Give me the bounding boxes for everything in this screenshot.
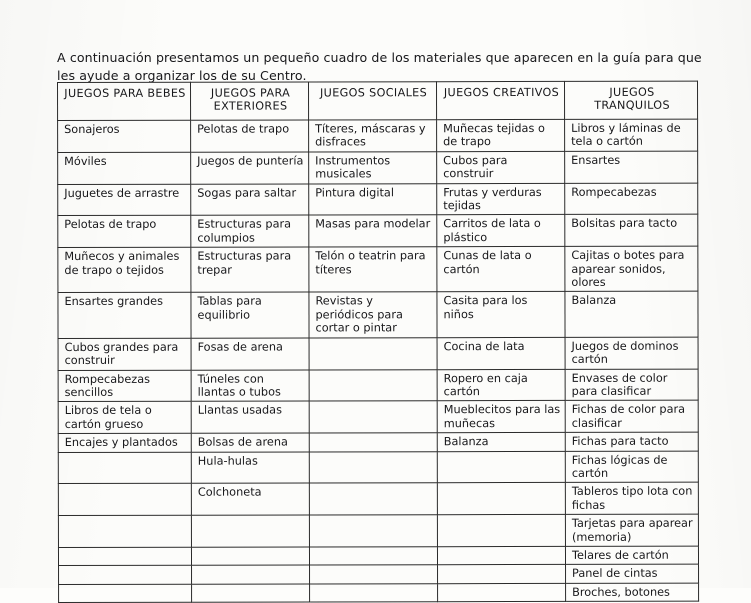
table-cell-empty	[438, 583, 566, 602]
table-cell: Ropero en caja cartón	[437, 369, 565, 401]
table-cell-empty	[309, 369, 437, 401]
table-body	[58, 119, 699, 603]
table-cell: Sogas para saltar	[191, 184, 309, 216]
table-cell-empty	[191, 547, 309, 566]
table-cell: Broches, botones	[566, 583, 699, 602]
table-cell-empty	[309, 401, 437, 433]
table-cell: Muñecos y animales de trapo o tejidos	[58, 247, 191, 292]
table-cell: Muñecas tejidas o de trapo	[437, 119, 565, 151]
table-row	[58, 337, 698, 370]
table-cell: Móviles	[58, 152, 191, 184]
table-cell: Juegos de puntería	[191, 152, 309, 184]
table-cell: Hula-hulas	[191, 452, 309, 484]
table-cell: Llantas usadas	[191, 401, 309, 433]
table-cell: Cunas de lata o cartón	[437, 247, 565, 292]
table-cell: Sonajeros	[58, 120, 191, 152]
column-header-exteriores: JUEGOS PARA EXTERIORES	[191, 82, 309, 120]
table-cell: Mueblecitos para las muñecas	[437, 401, 565, 433]
table-cell: Telares de cartón	[565, 546, 698, 565]
table-cell-empty	[309, 547, 437, 566]
table-cell-empty	[437, 546, 565, 565]
table-cell: Libros y láminas de tela o cartón	[565, 119, 698, 151]
table-cell: Estructuras para trepar	[191, 247, 309, 292]
table-cell: Casita para los niños	[437, 292, 565, 337]
column-header-creativos: JUEGOS CREATIVOS	[437, 81, 565, 119]
table-cell: Estructuras para columpios	[191, 215, 309, 247]
table-cell: Instrumentos musicales	[309, 152, 437, 184]
table-row	[58, 483, 698, 516]
table-cell-empty	[58, 452, 191, 484]
table-row	[58, 292, 698, 339]
column-header-sociales: JUEGOS SOCIALES	[309, 82, 437, 120]
table-cell: Tablas para equilibrio	[191, 292, 309, 337]
table-cell: Juegos de dominos cartón	[565, 337, 698, 369]
table-row	[58, 215, 698, 248]
table-cell: Tarjetas para aparear (memoria)	[565, 514, 698, 546]
table-cell-empty	[437, 451, 565, 483]
table-cell: Envases de color para clasificar	[565, 369, 698, 401]
table-cell: Frutas y verduras tejidas	[437, 183, 565, 215]
table-cell: Tableros tipo lota con fichas	[565, 483, 698, 515]
table-row	[58, 369, 698, 402]
table-cell: Juguetes de arrastre	[58, 184, 191, 216]
table-cell: Balanza	[437, 433, 565, 452]
table-cell: Ensartes	[565, 151, 698, 183]
table-row	[58, 451, 698, 484]
header-row	[58, 81, 698, 120]
table-cell-empty	[59, 566, 192, 585]
materials-table-container	[57, 81, 698, 603]
table-cell: Libros de tela o cartón grueso	[58, 402, 191, 434]
table-row	[58, 119, 698, 152]
table-cell-empty	[309, 337, 437, 369]
table-cell: Pelotas de trapo	[191, 120, 309, 152]
table-cell: Fichas para tacto	[565, 432, 698, 451]
table-row	[58, 151, 698, 184]
table-header	[58, 81, 698, 120]
table-cell-empty	[309, 515, 437, 547]
table-cell-empty	[310, 565, 438, 584]
column-header-tranquilos: JUEGOS TRANQUILOS	[564, 81, 697, 119]
table-row	[59, 565, 699, 585]
table-cell: Túneles con llantas o tubos	[191, 369, 309, 401]
table-cell-empty	[58, 547, 191, 566]
table-cell: Cocina de lata	[437, 337, 565, 369]
table-cell: Fosas de arena	[191, 338, 309, 370]
table-cell-empty	[192, 565, 310, 584]
table-cell: Colchoneta	[191, 483, 309, 515]
table-cell-empty	[191, 515, 309, 547]
table-cell-empty	[309, 451, 437, 483]
table-cell-empty	[437, 483, 565, 515]
table-cell: Bolsitas para tacto	[565, 215, 698, 247]
table-cell-empty	[437, 515, 565, 547]
table-cell-empty	[310, 583, 438, 602]
table-cell-empty	[58, 515, 191, 547]
table-cell: Balanza	[565, 292, 698, 337]
table-row	[58, 546, 698, 566]
intro-paragraph: A continuación presentamos un pequeño cuadro de los materiales que aparecen en la guía para que les ayude a organizar los de su Centro.	[57, 49, 702, 83]
table-cell: Fichas de color para clasificar	[565, 400, 698, 432]
table-row	[58, 246, 698, 293]
table-cell: Bolsas de arena	[191, 433, 309, 452]
materials-table	[57, 81, 699, 603]
table-cell: Títeres, máscaras y disfraces	[309, 120, 437, 152]
table-cell: Pintura digital	[309, 183, 437, 215]
table-cell: Rompecabezas sencillos	[58, 370, 191, 402]
table-row	[58, 432, 698, 452]
table-cell: Panel de cintas	[566, 565, 699, 584]
table-cell: Telón o teatrin para títeres	[309, 247, 437, 292]
table-cell: Revistas y periódicos para cortar o pintar	[309, 292, 437, 337]
table-cell: Masas para modelar	[309, 215, 437, 247]
column-header-bebes: JUEGOS PARA BEBES	[58, 82, 191, 120]
table-cell-empty	[59, 584, 192, 603]
table-cell-empty	[192, 584, 310, 603]
table-row	[58, 183, 698, 216]
table-cell-empty	[309, 433, 437, 452]
table-cell-empty	[438, 565, 566, 584]
table-cell: Cubos para construir	[437, 151, 565, 183]
table-cell: Carritos de lata o plástico	[437, 215, 565, 247]
table-cell-empty	[309, 483, 437, 515]
table-cell: Rompecabezas	[565, 183, 698, 215]
table-cell: Fichas lógicas de cartón	[565, 451, 698, 483]
table-cell-empty	[58, 484, 191, 516]
table-cell: Encajes y plantados	[58, 433, 191, 452]
table-cell: Ensartes grandes	[58, 293, 191, 338]
table-cell: Cajitas o botes para aparear sonidos, olores	[565, 246, 698, 291]
table-row	[58, 400, 698, 433]
table-row	[58, 514, 698, 547]
table-cell: Cubos grandes para construir	[58, 338, 191, 370]
table-cell: Pelotas de trapo	[58, 216, 191, 248]
table-row	[59, 583, 699, 603]
